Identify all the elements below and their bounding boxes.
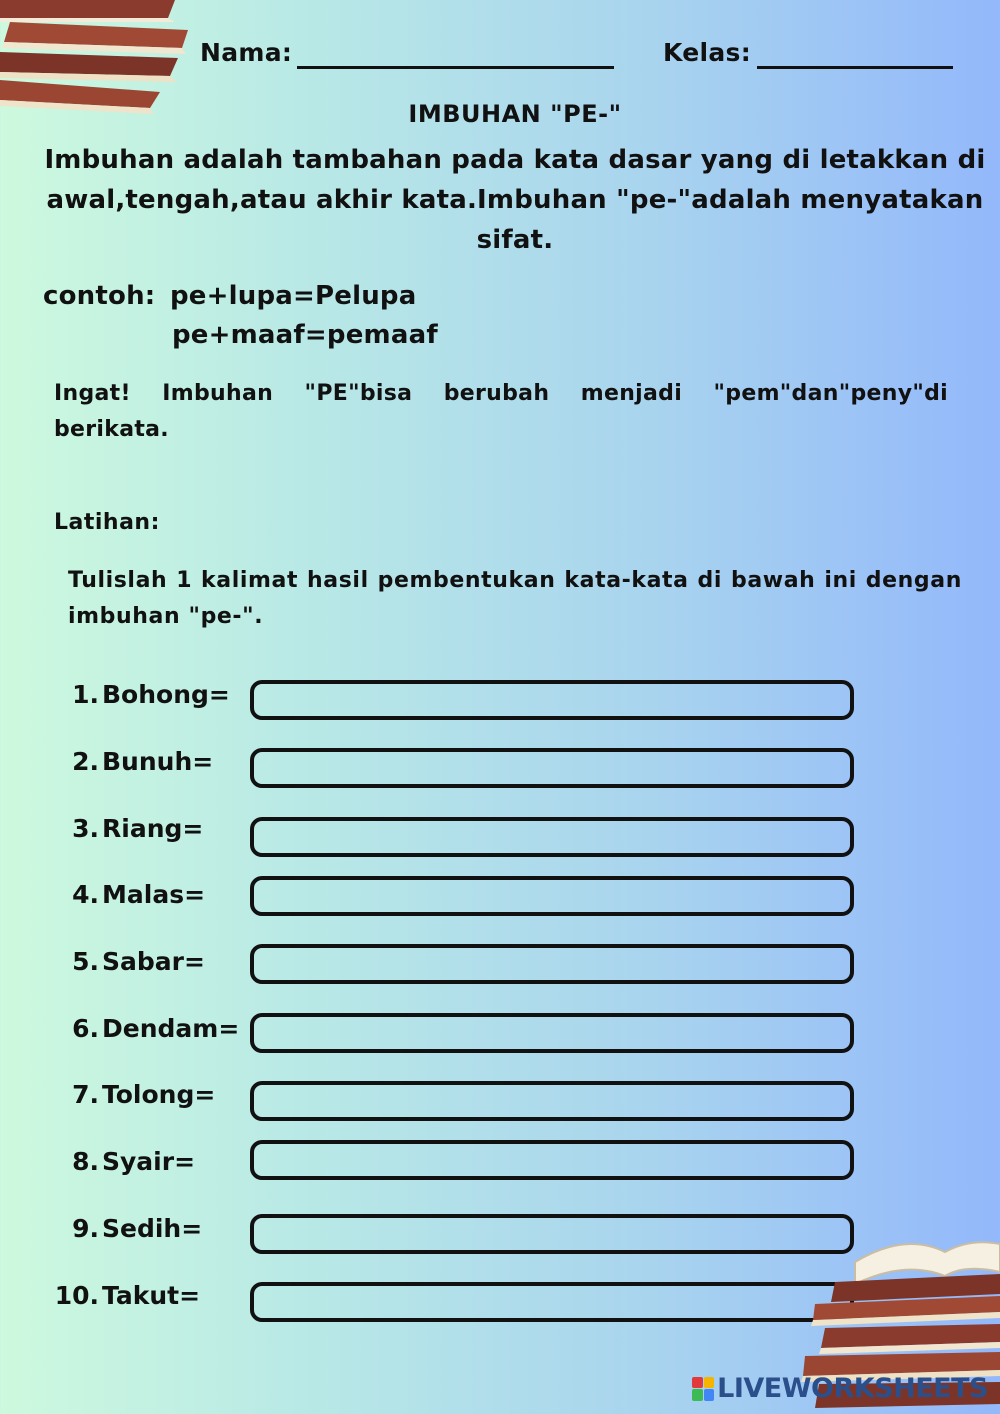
question-number: 8. (72, 1147, 99, 1176)
question-number: 5. (72, 947, 99, 976)
intro-paragraph: Imbuhan adalah tambahan pada kata dasar yang di letakkan di awal,tengah,atau akhir kata.Imbuhan "pe-"adalah menyatakan sifat. (44, 145, 986, 255)
question-word: Tolong= (102, 1080, 216, 1109)
question-word: Bunuh= (102, 747, 214, 776)
question-word: Riang= (102, 814, 204, 843)
exercise-heading: Latihan: (54, 510, 160, 535)
logo-square-green (692, 1389, 703, 1401)
question-word: Malas= (102, 880, 206, 909)
question-word: Sedih= (102, 1214, 203, 1243)
question-word: Dendam= (102, 1014, 240, 1043)
example-line-2: pe+maaf=pemaaf (172, 320, 438, 350)
question-word: Syair= (102, 1147, 196, 1176)
answer-input-9[interactable] (250, 1214, 854, 1254)
answer-input-1[interactable] (250, 680, 854, 720)
answer-input-8[interactable] (250, 1140, 854, 1180)
question-number: 10. (54, 1281, 99, 1310)
question-word: Sabar= (102, 947, 205, 976)
question-number: 3. (72, 814, 99, 843)
logo-square-red (692, 1377, 703, 1389)
class-label: Kelas: (663, 38, 752, 67)
answer-input-5[interactable] (250, 944, 854, 984)
answer-input-7[interactable] (250, 1081, 854, 1121)
answer-input-4[interactable] (250, 876, 854, 916)
class-underline[interactable] (757, 66, 953, 69)
question-word: Takut= (102, 1281, 201, 1310)
example-label: contoh: (43, 281, 156, 311)
logo-mark-icon (692, 1377, 714, 1401)
answer-input-10[interactable] (250, 1282, 854, 1322)
answer-input-6[interactable] (250, 1013, 854, 1053)
worksheet-title: IMBUHAN "PE-" (408, 100, 622, 128)
name-label: Nama: (200, 38, 293, 67)
question-number: 1. (72, 680, 99, 709)
question-word: Bohong= (102, 680, 230, 709)
answer-input-2[interactable] (250, 748, 854, 788)
reminder-note: Ingat! Imbuhan "PE"bisa berubah menjadi "pem"dan"peny"di berikata. (54, 381, 948, 442)
example-line-1: pe+lupa=Pelupa (170, 281, 417, 311)
logo-square-blue (704, 1389, 715, 1401)
exercise-instruction: Tulislah 1 kalimat hasil pembentukan kata-kata di bawah ini dengan imbuhan "pe-". (68, 568, 962, 629)
name-underline[interactable] (297, 66, 614, 69)
liveworksheets-logo (692, 1373, 988, 1404)
logo-text: LIVEWORKSHEETS (717, 1373, 988, 1404)
logo-square-yellow (704, 1377, 715, 1389)
question-number: 9. (72, 1214, 99, 1243)
question-number: 4. (72, 880, 99, 909)
answer-input-3[interactable] (250, 817, 854, 857)
question-number: 2. (72, 747, 99, 776)
question-number: 6. (72, 1014, 99, 1043)
question-number: 7. (72, 1080, 99, 1109)
